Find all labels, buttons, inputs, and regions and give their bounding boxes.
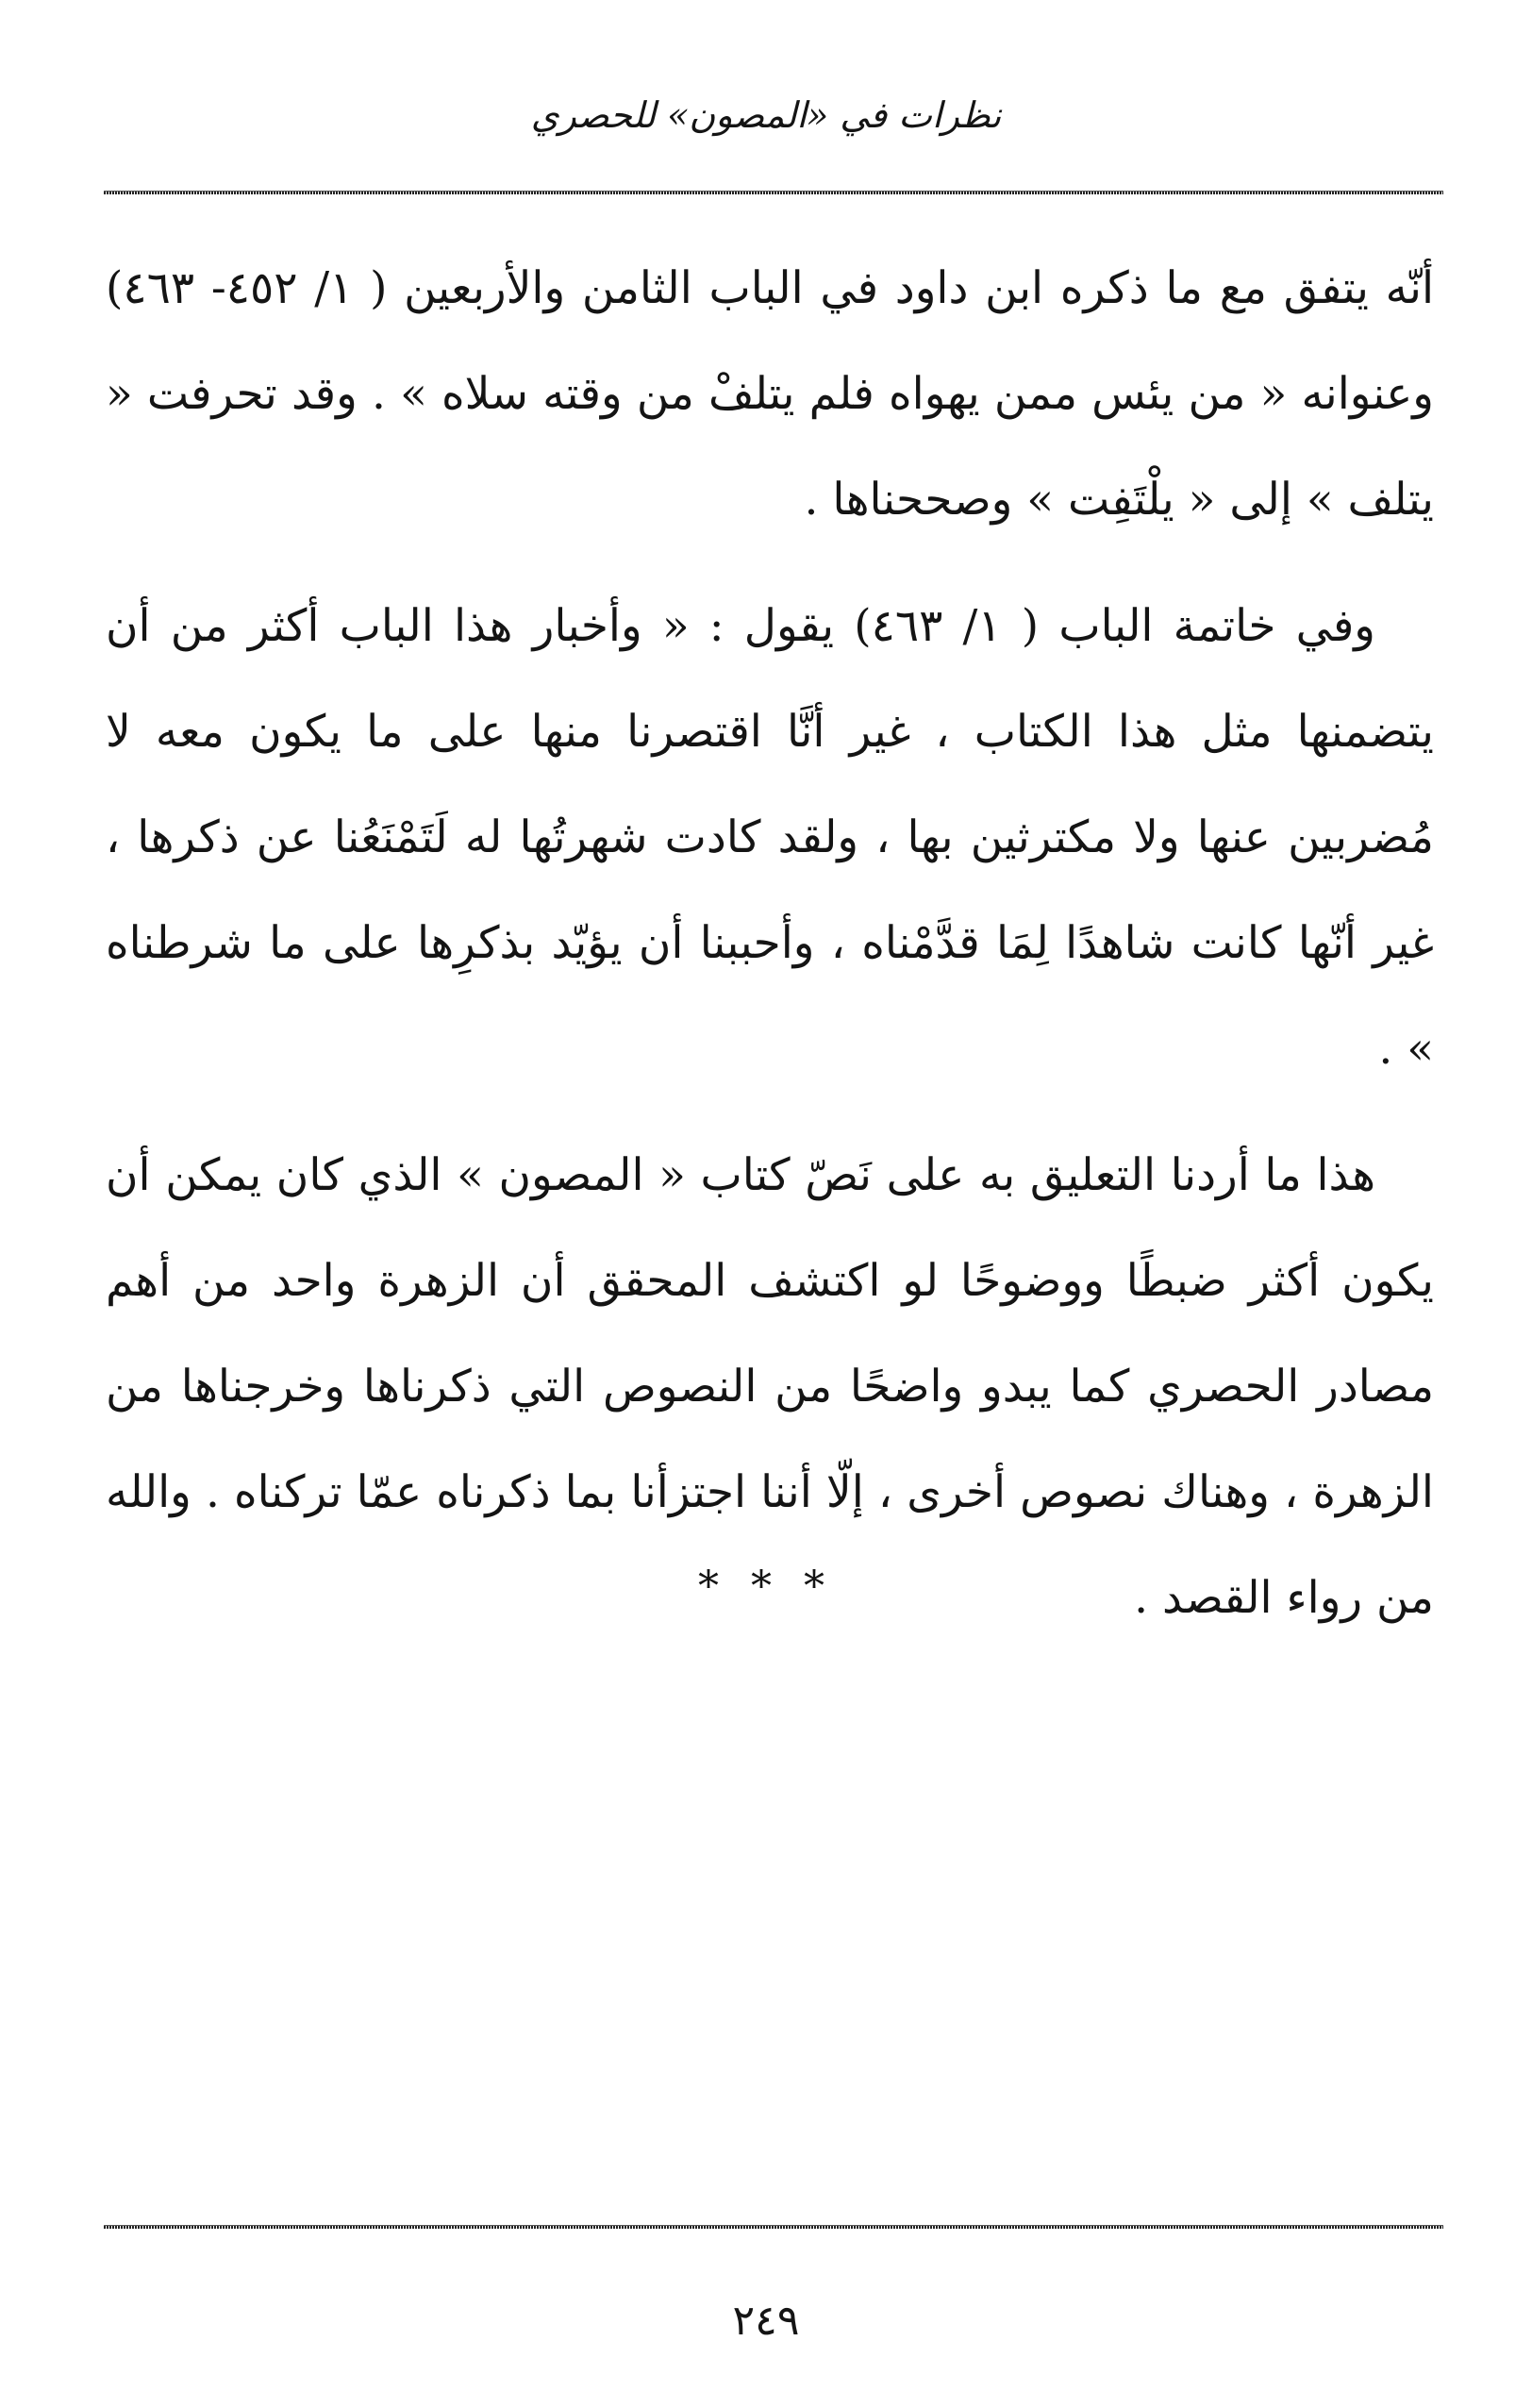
- paragraph-2: وفي خاتمة الباب ( ١/ ٤٦٣) يقول : « وأخبار هذا الباب أكثر من أن يتضمنها مثل هذا الكتاب ، غير أنَّا اقتصرنا منها على ما يكون معه لا مُضربين عنها ولا مكترثين بها ، ولقد كادت شهرتُها له لَتَمْنَعُنا عن ذكرها ، غير أنّها كانت شاهدًا لِمَا قدَّمْناه ، وأحببنا أن يؤيّد بذكرِها على ما شرطناه » .: [106, 600, 1434, 1075]
- running-header-title: نظرات في «المصون» للحصري: [530, 94, 1002, 136]
- paragraph-1: أنّه يتفق مع ما ذكره ابن داود في الباب الثامن والأربعين ( ١/ ٤٥٢- ٤٦٣) وعنوانه « من يئس ممن يهواه فلم يتلفْ من وقته سلاه » . وقد تحرفت « يتلف » إلى « يلْتَفِت » وصححناها .: [106, 262, 1435, 526]
- section-separator: * * *: [698, 1563, 834, 1611]
- header-rule: [104, 191, 1443, 194]
- footer-rule: [104, 2225, 1443, 2229]
- body-text: [106, 236, 1434, 1651]
- page-number: ٢٤٩: [732, 2297, 800, 2345]
- paragraph-3: هذا ما أردنا التعليق به على نَصّ كتاب « المصون » الذي كان يمكن أن يكون أكثر ضبطًا ووضوحًا لو اكتشف المحقق أن الزهرة واحد من أهم مصادر الحصري كما يبدو واضحًا من النصوص التي ذكرناها وخرجناها من الزهرة ، وهناك نصوص أخرى ، إلّا أننا اجتزأنا بما ذكرناه عمّا تركناه . والله من رواء القصد .: [106, 1149, 1434, 1624]
